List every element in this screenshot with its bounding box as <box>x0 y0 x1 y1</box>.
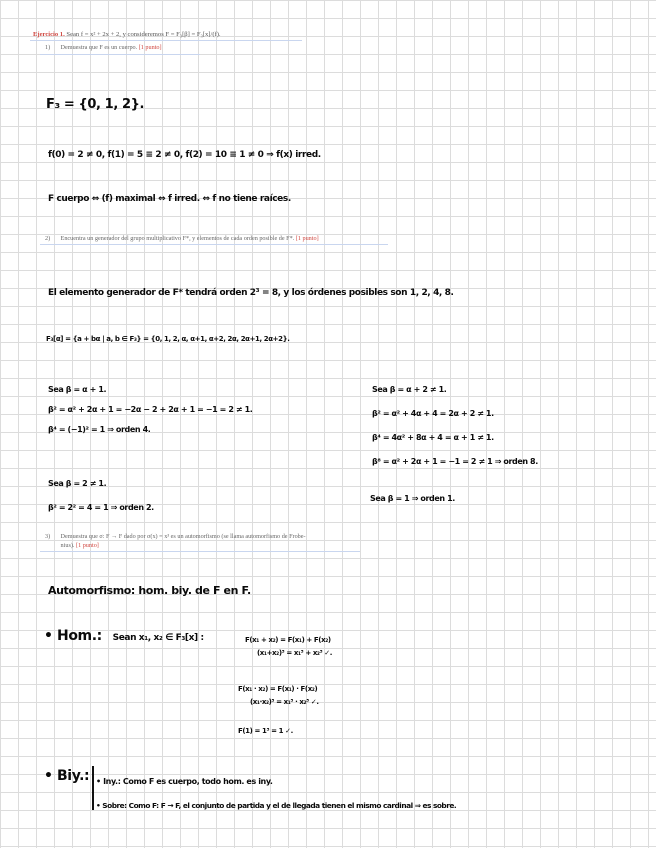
p1-line3: F cuerpo ⇔ (f) maximal ⇔ f irred. ⇔ f no tiene raíces. <box>48 194 291 204</box>
p3-prod1: F(x₁ · x₂) = F(x₁) · F(x₂) <box>238 685 318 693</box>
p3-sobre: • Sobre: Como F: F → F, el conjunto de partida y el de llegada tienen el mismo cardinal ⇒ es sobre. <box>96 801 457 810</box>
exercise-statement: Sean f = x² + 2x + 2, y consideremos F = F₃[β] = F₃[x]/(f). <box>66 31 221 38</box>
exercise-title: Ejercicio 1. <box>33 31 65 38</box>
p3-sum1: F(x₁ + x₂) = F(x₁) + F(x₂) <box>245 636 331 644</box>
p3-iny: • Iny.: Como F es cuerpo, todo hom. es iny. <box>96 777 273 786</box>
p3-prod2: (x₁·x₂)³ = x₁³ · x₂³ ✓. <box>250 698 319 706</box>
p3-biy-label-row <box>44 768 89 784</box>
p2-right-1: Sea β = α + 2 ≠ 1. <box>372 385 447 394</box>
p3-prod-block <box>238 683 319 709</box>
p2-right-3: β⁴ = 4α² + 8α + 4 = α + 1 ≠ 1. <box>372 433 494 442</box>
p2-left2-1: Sea β = 2 ≠ 1. <box>48 479 107 488</box>
p3-title: Automorfismo: hom. biy. de F en F. <box>48 584 251 597</box>
header-underline <box>30 40 302 41</box>
p3-sum2: (x₁+x₂)³ = x₁³ + x₂³ ✓. <box>257 649 333 657</box>
p2-right-2: β² = α² + 4α + 4 = 2α + 2 ≠ 1. <box>372 409 494 418</box>
part-3-prompt: 3) Demuestra que σ: F → F dado por σ(x) = x³ es un automorfismo (se llama automorfismo de Frobe- nius). [1 punto] <box>45 533 306 549</box>
p2-left-block <box>48 380 252 440</box>
part-1-underline <box>40 54 200 55</box>
p2-right-4: β⁸ = α² + 2α + 1 = −1 = 2 ≠ 1 ⇒ orden 8. <box>372 457 538 466</box>
part-3-underline <box>40 551 360 552</box>
p3-hom-row <box>44 628 204 644</box>
p3-biy-label: • Biy.: <box>44 768 90 784</box>
p2-line1: El elemento generador de F* tendrá orden 2³ = 8, y los órdenes posibles son 1, 2, 4, 8. <box>48 288 454 298</box>
p1-line2: f(0) = 2 ≠ 0, f(1) = 5 ≡ 2 ≠ 0, f(2) = 10 ≡ 1 ≠ 0 ⇒ f(x) irred. <box>48 150 321 160</box>
exercise-header <box>33 31 221 38</box>
p3-biy-block <box>96 770 456 818</box>
p3-hom-intro: Sean x₁, x₂ ∈ F₃[x] : <box>112 633 204 643</box>
p2-left2-block <box>48 472 154 520</box>
p2-left-3: β⁴ = (−1)² = 1 ⇒ orden 4. <box>48 425 151 434</box>
p3-sum-block <box>245 634 332 660</box>
part-1-prompt: 1) Demuestra que F es un cuerpo. [1 punto] <box>45 44 162 51</box>
p3-hom-label: • Hom.: <box>44 628 102 644</box>
part-2-underline <box>40 244 388 245</box>
p2-right2: Sea β = 1 ⇒ orden 1. <box>370 494 455 503</box>
part-2-prompt: 2) Encuentra un generador del grupo multiplicativo F*, y elementos de cada orden posible de F*. [1 punto] <box>45 235 319 242</box>
p3-one: F(1) = 1³ = 1 ✓. <box>238 727 293 735</box>
p2-left2-2: β² = 2² = 4 = 1 ⇒ orden 2. <box>48 503 154 512</box>
p3-biy-brace <box>92 766 94 810</box>
p2-left-1: Sea β = α + 1. <box>48 385 107 394</box>
p2-right-block <box>372 378 538 474</box>
p2-left-2: β² = α² + 2α + 1 = −2α − 2 + 2α + 1 = −1 = 2 ≠ 1. <box>48 405 253 414</box>
p2-line2: F₃[α] = {a + bα | a, b ∈ F₃} = {0, 1, 2, α, α+1, α+2, 2α, 2α+1, 2α+2}. <box>46 335 290 343</box>
p1-line1: F₃ = {0, 1, 2}. <box>46 97 145 112</box>
